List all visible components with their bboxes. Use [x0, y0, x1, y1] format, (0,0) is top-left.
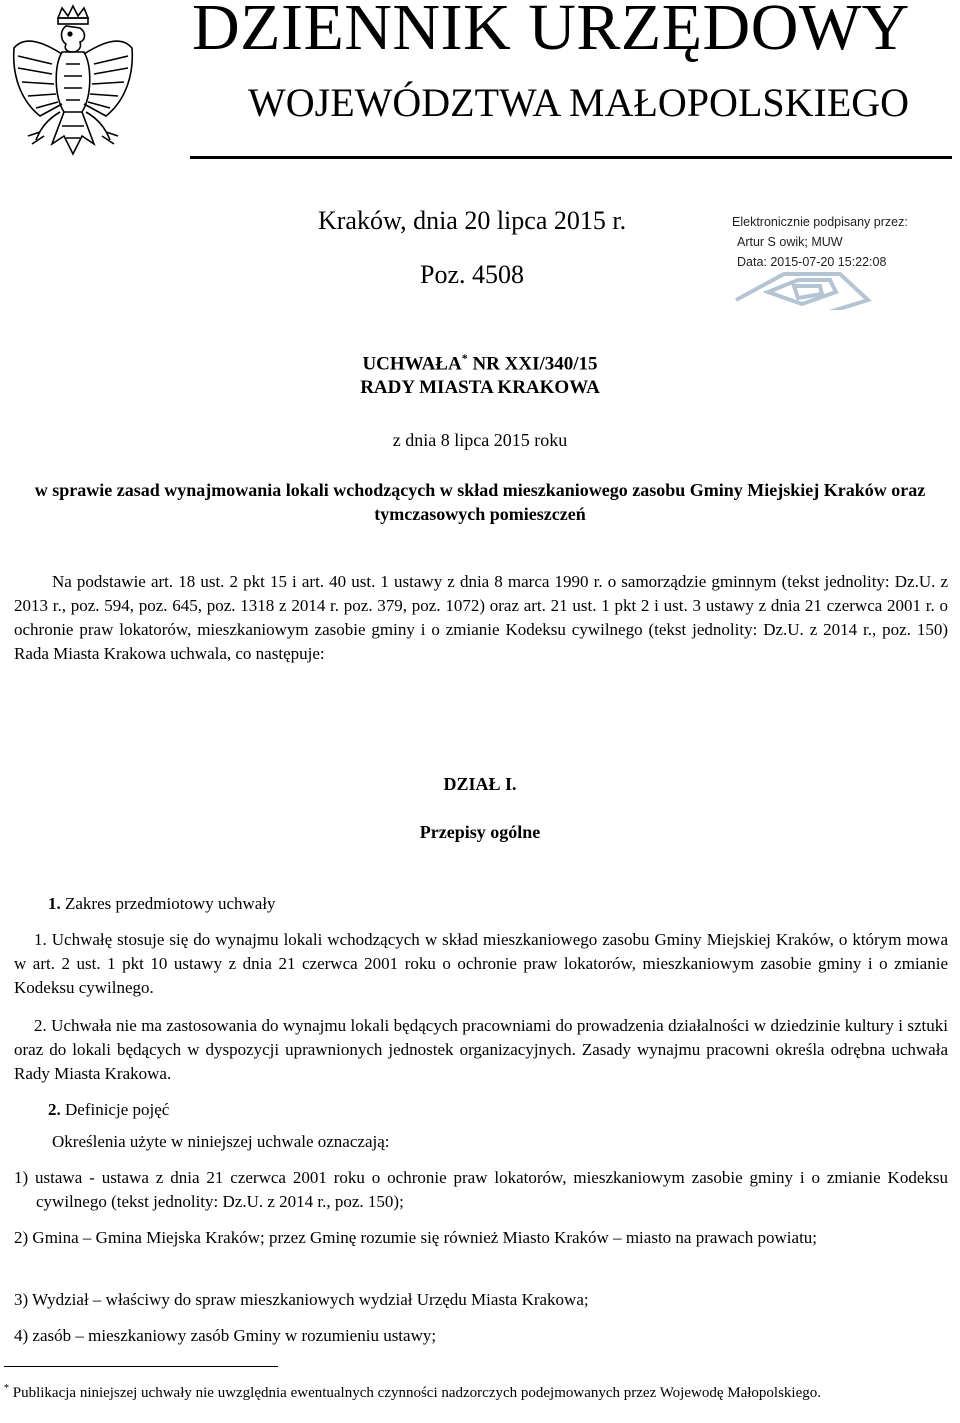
section-1-number: 1. — [48, 894, 61, 913]
resolution-date: z dnia 8 lipca 2015 roku — [392, 430, 568, 450]
journal-subtitle: WOJEWÓDZTWA MAŁOPOLSKIEGO — [248, 80, 910, 125]
section-2-heading — [48, 1098, 169, 1122]
footnote-rule — [4, 1366, 278, 1367]
section-2-title: Definicje pojęć — [60, 1100, 170, 1119]
electronic-signature — [732, 212, 952, 308]
footnote-star: * — [4, 1383, 9, 1394]
signature-line-signed-by: Elektronicznie podpisany przez: — [732, 215, 908, 229]
resolution-id: NR XXI/340/15 — [467, 353, 598, 375]
footnote-marker: * — [461, 351, 468, 365]
definition-item: 4) zasób – mieszkaniowy zasób Gminy w rozumieniu ustawy; — [14, 1326, 437, 1345]
signature-line-date: Data: 2015-07-20 15:22:08 — [737, 255, 887, 269]
chapter-label: DZIAŁ I. — [443, 774, 517, 794]
position-number: Poz. 4508 — [420, 260, 524, 289]
masthead-rule — [190, 156, 952, 159]
footnote-text: Publikacja niniejszej uchwały nie uwzględnia ewentualnych czynności nadzorczych podejmowanych przez Wojewodę Małopolskiego. — [9, 1385, 821, 1401]
resolution-subject: w sprawie zasad wynajmowania lokali wchodzących w skład mieszkaniowego zasobu Gminy Miejskiej Kraków oraz tymczasowych pomieszczeń — [34, 480, 926, 524]
signature-line-signer: Artur S owik; MUW — [737, 235, 843, 249]
polish-eagle-emblem-icon — [6, 4, 140, 176]
section-1-paragraph-2: 2. Uchwała nie ma zastosowania do wynajmu lokali będących pracowniami do prowadzenia działalności w dziedzinie kultury i sztuki oraz do lokali będących w dyspozycji uprawnionych jednostek organizacyjnych. Zasady wynajmu pracowni określa odrębna uchwała Rady Miasta Krakowa. — [14, 1016, 948, 1083]
definition-item: 3) Wydział – właściwy do spraw mieszkaniowych wydział Urzędu Miasta Krakowa; — [14, 1290, 589, 1309]
definition-item: 2) Gmina – Gmina Miejska Kraków; przez Gminę rozumie się również Miasto Kraków – miasto na prawach powiatu; — [14, 1228, 818, 1247]
preamble: Na podstawie art. 18 ust. 2 pkt 15 i art. 40 ust. 1 ustawy z dnia 8 marca 1990 r. o samorządzie gminnym (tekst jednolity: Dz.U. z 2013 r., poz. 594, poz. 645, poz. 1318 z 2014 r. poz. 379, poz. 1072) oraz art. 21 ust. 1 pkt 2 i ust. 3 ustawy z dnia 21 czerwca 2001 r. o ochronie praw lokatorów, mieszkaniowym zasobie gminy i o zmianie Kodeksu cywilnego (tekst jednolity: Dz.U. z 2014 r., poz. 150) Rada Miasta Krakowa uchwala, co następuje: — [14, 572, 948, 663]
definitions-intro: Określenia użyte w niniejszej uchwale oznaczają: — [52, 1132, 390, 1151]
resolution-label: UCHWAŁA — [362, 353, 462, 375]
section-1-paragraph-1: 1. Uchwałę stosuje się do wynajmu lokali wchodzących w skład mieszkaniowego zasobu Gminy Miejskiej Kraków, o którym mowa w art. 2 ust. 1 pkt 10 ustawy z dnia 21 czerwca 2001 roku o ochronie praw lokatorów, mieszkaniowym zasobie gminy i o zmianie Kodeksu cywilnego. — [14, 930, 948, 997]
section-1-heading — [48, 892, 276, 916]
chapter-title: Przepisy ogólne — [419, 822, 541, 842]
issuing-body: RADY MIASTA KRAKOWA — [360, 377, 600, 398]
footnote — [4, 1378, 950, 1404]
journal-title: DZIENNIK URZĘDOWY — [192, 0, 910, 64]
section-1-title: Zakres przedmiotowy uchwały — [60, 894, 276, 913]
section-2-number: 2. — [48, 1100, 61, 1119]
resolution-number — [0, 346, 960, 376]
publication-date: Kraków, dnia 20 lipca 2015 r. — [318, 206, 627, 235]
definition-item: 1) ustawa - ustawa z dnia 21 czerwca 2001 roku o ochronie praw lokatorów, mieszkaniowym zasobie gminy i o zmianie Kodeksu cywilnego (tekst jednolity: Dz.U. z 2014 r., poz. 150); — [14, 1168, 948, 1211]
